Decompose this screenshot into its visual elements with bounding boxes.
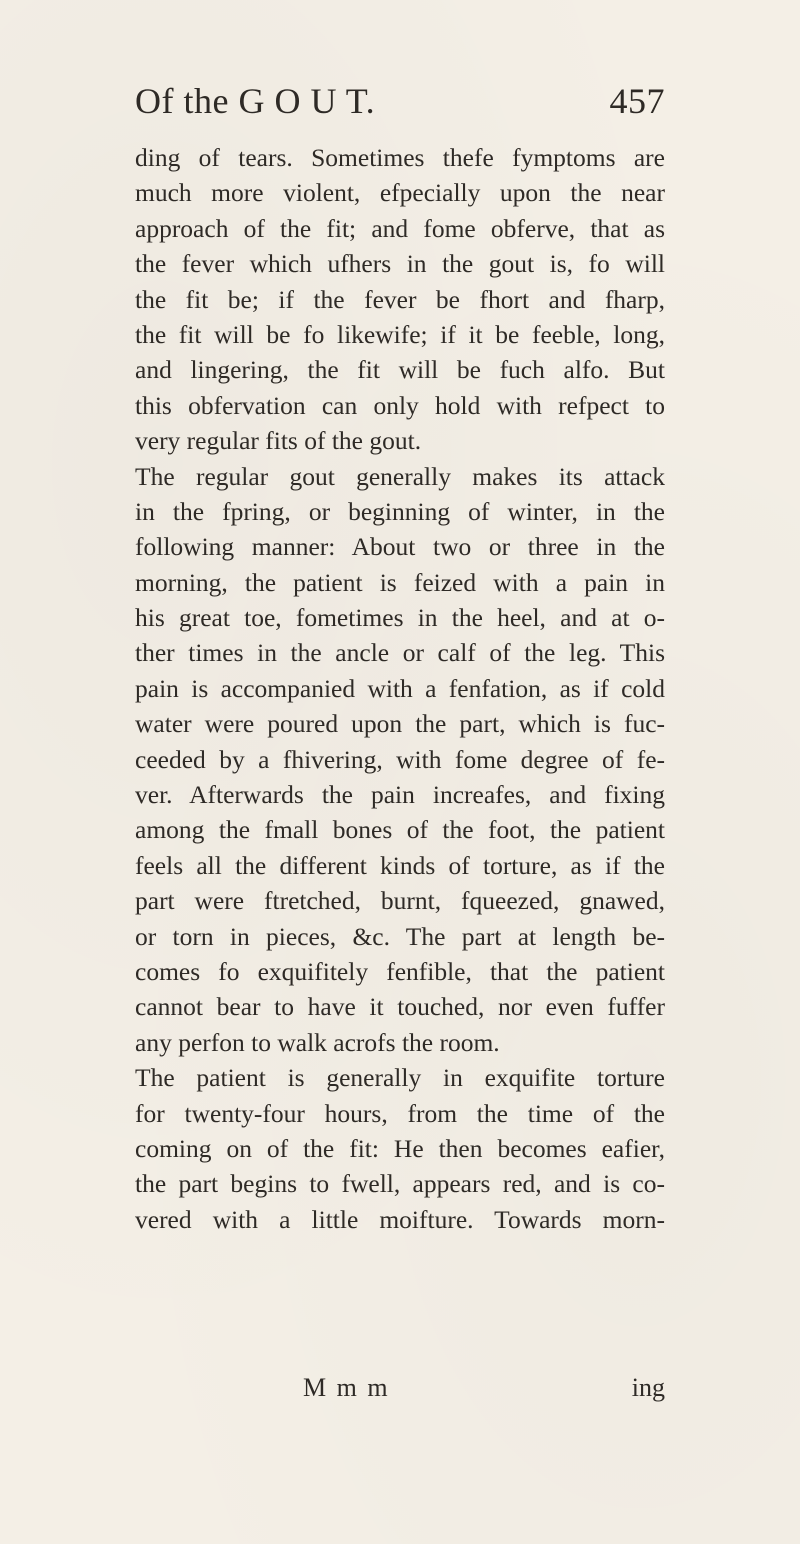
- text-line: in the fpring, or beginning of winter, in the: [135, 496, 665, 526]
- text-line: this obfervation can only hold with refpect to: [135, 390, 665, 420]
- text-line: any perfon to walk acrofs the room.: [135, 1027, 500, 1057]
- text-line: ther times in the ancle or calf of the leg. This: [135, 638, 665, 668]
- text-line: following manner: About two or three in the: [135, 532, 665, 562]
- text-line: cannot bear to have it touched, nor even fuffer: [135, 992, 665, 1022]
- text-line: the fit will be fo likewife; if it be feeble, long,: [135, 319, 665, 349]
- text-line: feels all the different kinds of torture, as if the: [135, 850, 665, 880]
- text-line: very regular fits of the gout.: [135, 426, 422, 456]
- text-line: water were poured upon the part, which is fuc-: [135, 709, 665, 739]
- text-line: the fever which ufhers in the gout is, fo will: [135, 249, 665, 279]
- text-line: or torn in pieces, &c. The part at length be-: [135, 921, 665, 951]
- text-line: The patient is generally in exquifite torture: [135, 1063, 665, 1093]
- text-line: The regular gout generally makes its attack: [135, 461, 665, 491]
- text-line: morning, the patient is feized with a pain in: [135, 567, 665, 597]
- text-line: ver. Afterwards the pain increafes, and fixing: [135, 780, 665, 810]
- text-line: the fit be; if the fever be fhort and fharp,: [135, 284, 665, 314]
- text-line: approach of the fit; and fome obferve, that as: [135, 213, 665, 243]
- signature-mark: M m m: [303, 1373, 390, 1402]
- text-line: ding of tears. Sometimes thefe fymptoms are: [135, 143, 665, 172]
- page-footer: [135, 1373, 665, 1413]
- text-line: and lingering, the fit will be fuch alfo. But: [135, 355, 665, 385]
- text-line: ceeded by a fhivering, with fome degree of fe-: [135, 744, 665, 774]
- running-title: Of the G O U T.: [135, 81, 376, 121]
- body-text: [135, 140, 665, 1237]
- text-line: much more violent, efpecially upon the near: [135, 178, 665, 208]
- page-number: 457: [609, 81, 665, 121]
- text-line: comes fo exquifitely fenfible, that the patient: [135, 956, 665, 986]
- text-line: among the fmall bones of the foot, the patient: [135, 815, 665, 845]
- text-line: his great toe, fometimes in the heel, and at o-: [135, 603, 665, 633]
- text-line: for twenty-four hours, from the time of the: [135, 1098, 665, 1128]
- catchword: ing: [631, 1373, 665, 1402]
- text-line: coming on of the fit: He then becomes eafier,: [135, 1133, 665, 1163]
- text-line: pain is accompanied with a fenfation, as if cold: [135, 673, 665, 703]
- text-line: vered with a little moifture. Towards morn-: [135, 1204, 665, 1234]
- page-header: [135, 80, 665, 128]
- text-line: the part begins to fwell, appears red, and is co-: [135, 1169, 665, 1199]
- text-line: part were ftretched, burnt, fqueezed, gnawed,: [135, 886, 665, 916]
